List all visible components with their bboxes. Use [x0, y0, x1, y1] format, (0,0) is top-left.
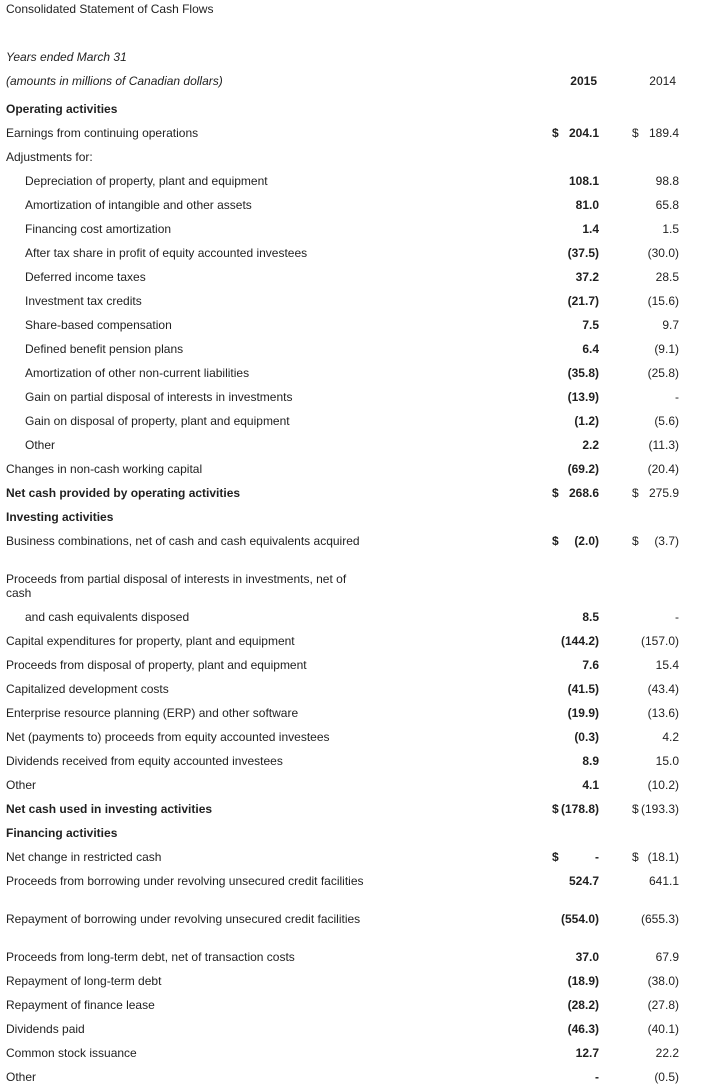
row-label: Other [6, 778, 37, 792]
row-label: Business combinations, net of cash and cash equivalents acquired [6, 534, 360, 548]
column-header-2014: 2014 [649, 74, 676, 88]
row-label: Proceeds from borrowing under revolving unsecured credit facilities [6, 874, 364, 888]
row-label: Investment tax credits [25, 294, 142, 308]
amount: 8.5 [582, 610, 599, 624]
amount: (144.2) [560, 634, 599, 648]
row-label: Gain on partial disposal of interests in investments [25, 390, 293, 404]
row-label: Proceeds from disposal of property, plant and equipment [6, 658, 307, 672]
row-label: Financing cost amortization [25, 222, 172, 236]
amount: 7.6 [582, 658, 599, 672]
amount: (11.3) [648, 438, 679, 452]
row-label: Net cash provided by operating activities [6, 486, 241, 500]
row-label: Dividends received from equity accounted investees [6, 754, 283, 768]
amount: 67.9 [655, 950, 679, 964]
currency-symbol: $ [552, 802, 559, 816]
row-label: Earnings from continuing operations [6, 126, 199, 140]
amount: 15.4 [655, 658, 679, 672]
row-label: Gain on disposal of property, plant and equipment [25, 414, 290, 428]
currency-symbol: $ [632, 486, 639, 500]
row-label: Deferred income taxes [25, 270, 146, 284]
row-label: Amortization of intangible and other assets [25, 198, 252, 212]
amount: 37.0 [575, 950, 599, 964]
amount: 524.7 [568, 874, 599, 888]
amount: 81.0 [575, 198, 599, 212]
amount: (3.7) [654, 534, 679, 548]
amount: (5.6) [654, 414, 679, 428]
amount: 4.2 [662, 730, 679, 744]
currency-symbol: $ [632, 126, 639, 140]
amount: 641.1 [648, 874, 679, 888]
amount: (13.6) [647, 706, 679, 720]
amount: 8.9 [582, 754, 599, 768]
row-label: Changes in non-cash working capital [6, 462, 203, 476]
row-label: Capitalized development costs [6, 682, 169, 696]
amount: (193.3) [640, 802, 679, 816]
row-label: Share-based compensation [25, 318, 172, 332]
amount: 108.1 [568, 174, 599, 188]
row-label: Net change in restricted cash [6, 850, 162, 864]
amount: (2.0) [574, 534, 599, 548]
amount: (41.5) [567, 682, 599, 696]
amount: 275.9 [648, 486, 679, 500]
amount: (13.9) [567, 390, 599, 404]
row-label: Enterprise resource planning (ERP) and other software [6, 706, 299, 720]
amount: - [595, 1070, 599, 1084]
row-label: Other [25, 438, 56, 452]
amount: 9.7 [662, 318, 679, 332]
amount: (18.1) [647, 850, 679, 864]
years-label: Years ended March 31 [6, 50, 127, 64]
row-label: Net cash used in investing activities [6, 802, 213, 816]
amount: (157.0) [640, 634, 679, 648]
amount: (46.3) [567, 1022, 599, 1036]
amount: (178.8) [560, 802, 599, 816]
currency-symbol: $ [552, 486, 559, 500]
amounts-label: (amounts in millions of Canadian dollars) [6, 74, 223, 88]
statement-title: Consolidated Statement of Cash Flows [6, 2, 214, 16]
amount: (655.3) [640, 912, 679, 926]
amount: 22.2 [655, 1046, 679, 1060]
amount: 65.8 [655, 198, 679, 212]
row-label: Financing activities [6, 826, 118, 840]
amount: (0.3) [574, 730, 599, 744]
row-label: Amortization of other non-current liabilities [25, 366, 250, 380]
row-label: Repayment of borrowing under revolving unsecured credit facilities [6, 912, 361, 926]
amount: (35.8) [567, 366, 599, 380]
amount: (554.0) [560, 912, 599, 926]
row-label: Investing activities [6, 510, 114, 524]
amount: (37.5) [567, 246, 599, 260]
row-label: Adjustments for: [6, 150, 93, 164]
currency-symbol: $ [552, 850, 559, 864]
amount: (21.7) [567, 294, 599, 308]
currency-symbol: $ [632, 534, 639, 548]
currency-symbol: $ [632, 850, 639, 864]
amount: - [675, 610, 679, 624]
amount: (0.5) [654, 1070, 679, 1084]
amount: - [675, 390, 679, 404]
row-label: Proceeds from long-term debt, net of transaction costs [6, 950, 295, 964]
row-label: Defined benefit pension plans [25, 342, 184, 356]
amount: (27.8) [647, 998, 679, 1012]
amount: (28.2) [567, 998, 599, 1012]
row-label: After tax share in profit of equity accounted investees [25, 246, 308, 260]
amount: 28.5 [655, 270, 679, 284]
amount: (20.4) [647, 462, 679, 476]
amount: 15.0 [655, 754, 679, 768]
amount: (38.0) [647, 974, 679, 988]
amount: (1.2) [574, 414, 599, 428]
row-label: Net (payments to) proceeds from equity accounted investees [6, 730, 330, 744]
amount: (40.1) [647, 1022, 679, 1036]
row-label: and cash equivalents disposed [25, 610, 190, 624]
row-label: Capital expenditures for property, plant and equipment [6, 634, 295, 648]
amount: (19.9) [567, 706, 599, 720]
amount: 268.6 [568, 486, 599, 500]
amount: 12.7 [575, 1046, 599, 1060]
currency-symbol: $ [632, 802, 639, 816]
amount: - [595, 850, 599, 864]
amount: (69.2) [567, 462, 599, 476]
row-label: Operating activities [6, 102, 118, 116]
amount: 7.5 [582, 318, 599, 332]
row-label: Repayment of finance lease [6, 998, 155, 1012]
row-label: Repayment of long-term debt [6, 974, 162, 988]
amount: 189.4 [648, 126, 679, 140]
amount: 1.4 [582, 222, 599, 236]
currency-symbol: $ [552, 126, 559, 140]
amount: 2.2 [582, 438, 599, 452]
currency-symbol: $ [552, 534, 559, 548]
amount: 98.8 [655, 174, 679, 188]
row-label: Depreciation of property, plant and equipment [25, 174, 268, 188]
amount: 204.1 [568, 126, 599, 140]
amount: (18.9) [567, 974, 599, 988]
amount: (9.1) [654, 342, 679, 356]
row-label: Dividends paid [6, 1022, 85, 1036]
amount: 1.5 [662, 222, 679, 236]
row-label: Other [6, 1070, 37, 1084]
amount: 4.1 [582, 778, 599, 792]
row-label: Common stock issuance [6, 1046, 137, 1060]
amount: 6.4 [582, 342, 599, 356]
amount: 37.2 [575, 270, 599, 284]
column-header-2015: 2015 [570, 74, 597, 88]
amount: (10.2) [647, 778, 679, 792]
amount: (30.0) [647, 246, 679, 260]
amount: (43.4) [647, 682, 679, 696]
amount: (25.8) [647, 366, 679, 380]
amount: (15.6) [647, 294, 679, 308]
row-label: Proceeds from partial disposal of interests in investments, net of cash [6, 572, 347, 600]
